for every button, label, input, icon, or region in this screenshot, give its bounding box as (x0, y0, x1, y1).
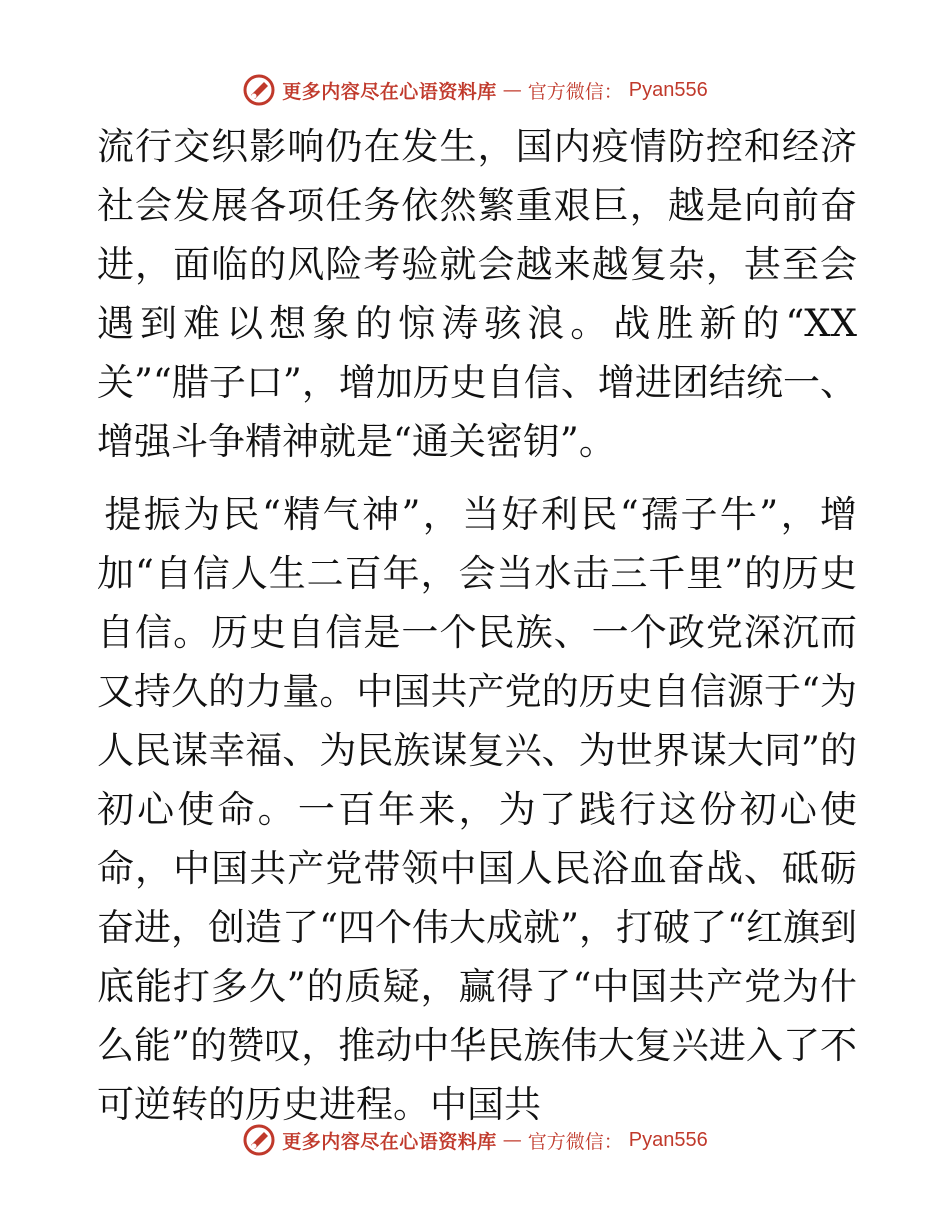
paragraph-1: 流行交织影响仍在发生，国内疫情防控和经济社会发展各项任务依然繁重艰巨，越是向前奋进，面临的风险考验就会越来越复杂，甚至会遇到难以想象的惊涛骇浪。战胜新的“XX关”“腊子口”，增加历史自信、增进团结统一、增强斗争精神就是“通关密钥”。 (97, 125, 857, 463)
footer-separator: — (502, 1129, 522, 1151)
header-banner (0, 70, 950, 110)
paragraph-2: 提振为民“精气神”，当好利民“孺子牛”，增加“自信人生二百年，会当水击三千里”的历史自信。历史自信是一个民族、一个政党深沉而又持久的力量。中国共产党的历史自信源于“为人民谋幸福、为民族谋复兴、为世界谋大同”的初心使命。一百年来，为了践行这份初心使命，中国共产党带领中国人民浴血奋战、砥砺奋进，创造了“四个伟大成就”，打破了“红旗到底能打多久”的质疑，赢得了“中国共产党为什么能”的赞叹，推动中华民族伟大复兴进入了不可逆转的历史进程。中国共 (97, 493, 857, 1126)
header-separator: — (502, 79, 522, 101)
seal-logo-icon (242, 1123, 276, 1157)
header-wechat-id: Pyan556 (628, 78, 708, 101)
footer-wechat-id: Pyan556 (628, 1128, 708, 1151)
footer-brand-text: 更多内容尽在心语资料库 (282, 1130, 497, 1153)
footer-banner (0, 1120, 950, 1160)
header-brand-text: 更多内容尽在心语资料库 (282, 80, 497, 103)
seal-logo-icon (242, 73, 276, 107)
header-official-label: 官方微信： (527, 80, 623, 103)
document-body (97, 117, 857, 1134)
footer-official-label: 官方微信： (527, 1130, 623, 1153)
